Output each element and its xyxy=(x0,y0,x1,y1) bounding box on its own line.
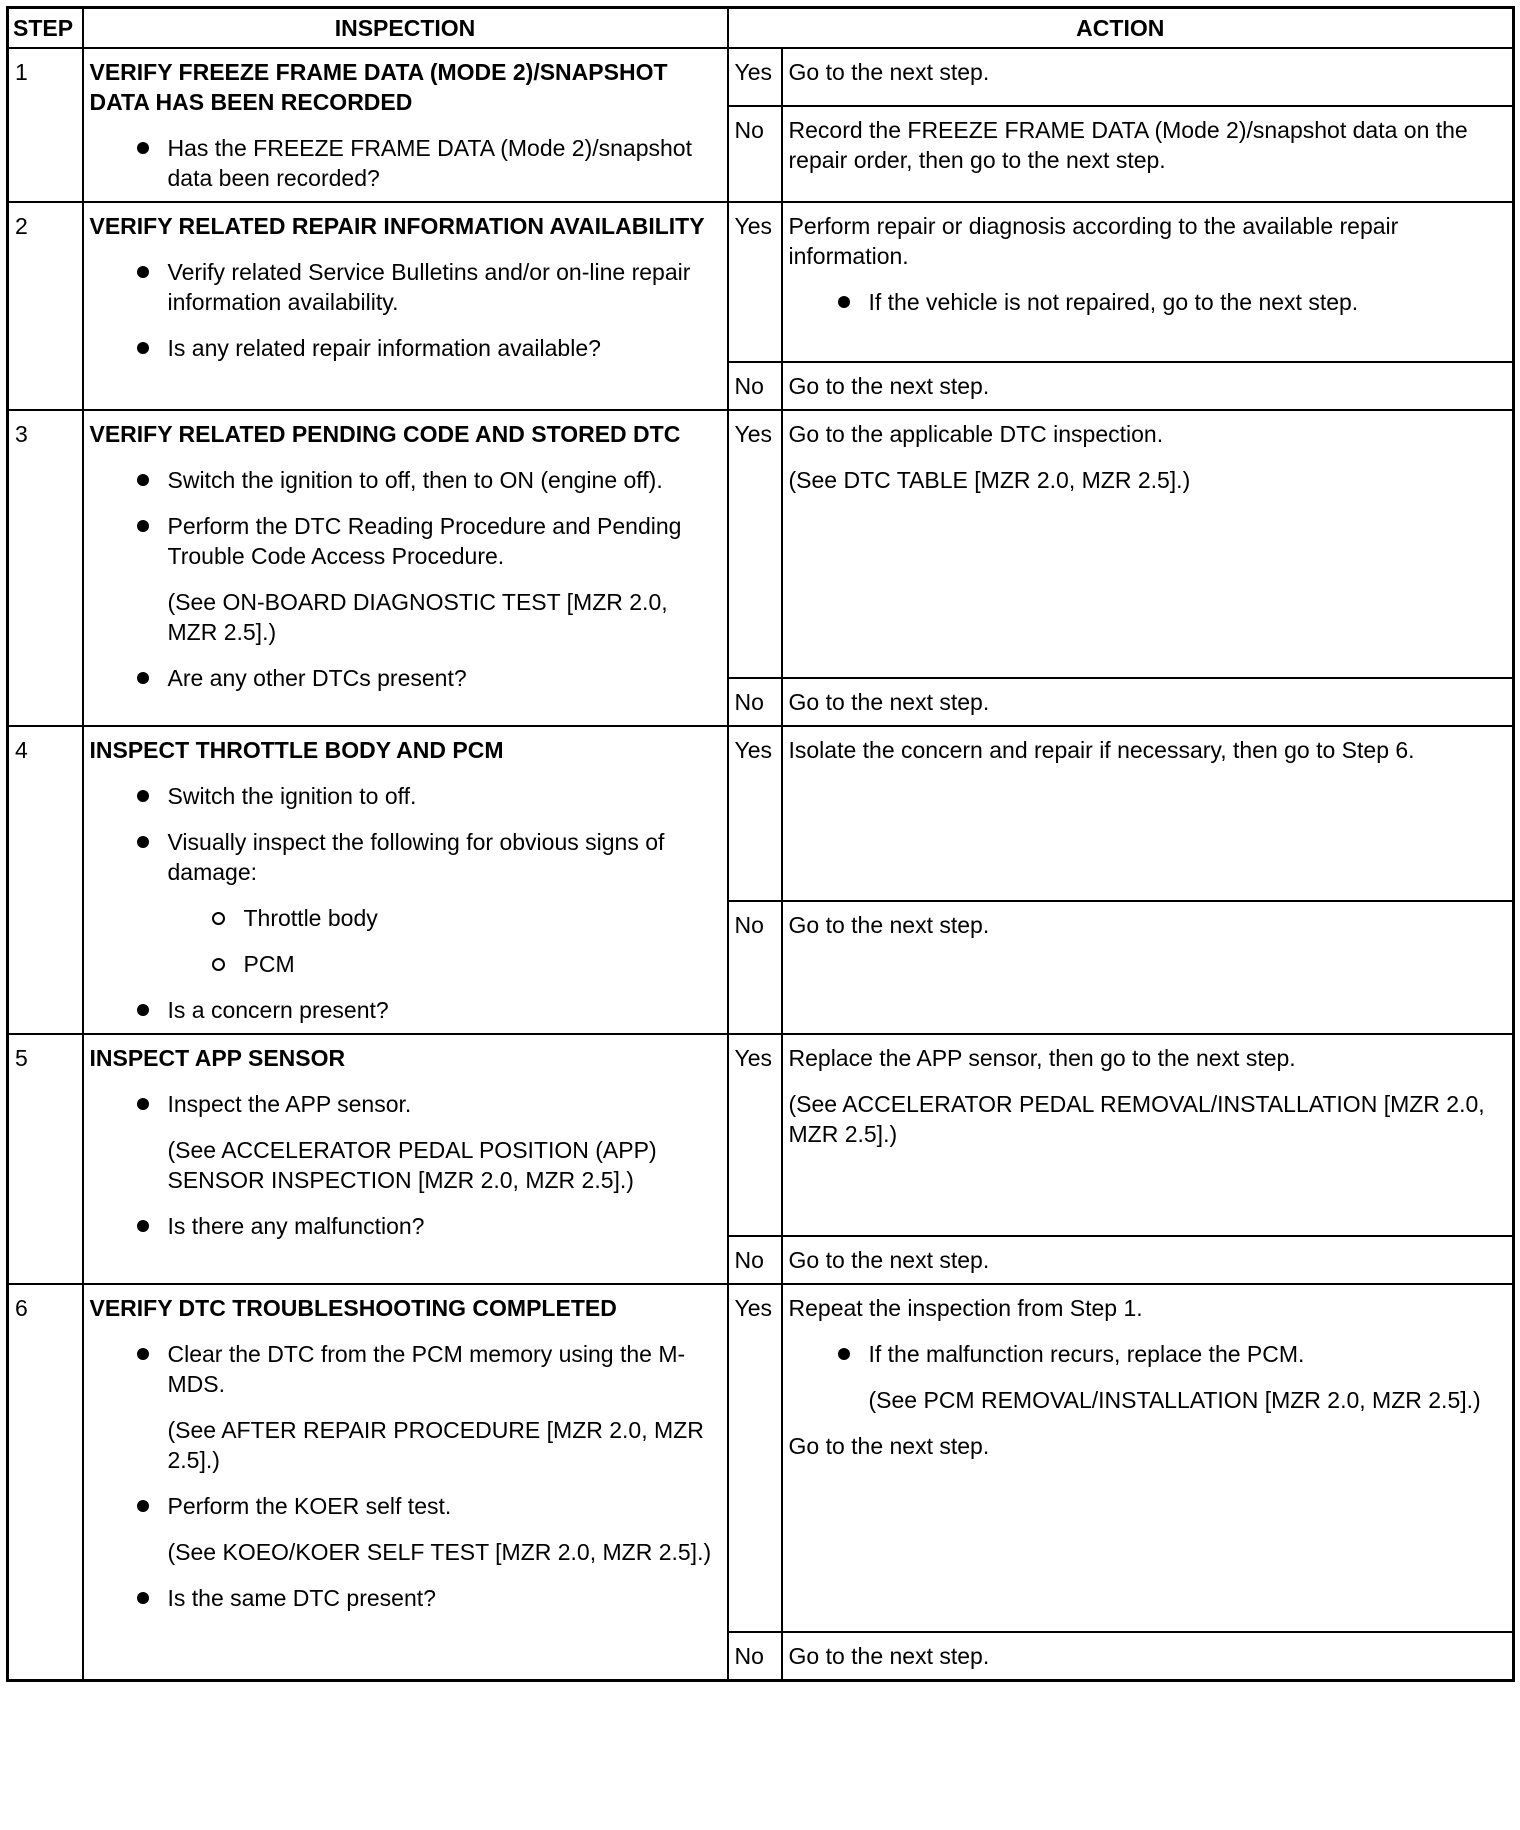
inspection-bullet: Switch the ignition to off, then to ON (engine off). xyxy=(90,465,721,495)
action-text: Go to the next step. xyxy=(788,1247,990,1273)
bullet-text: Perform the DTC Reading Procedure and Pending Trouble Code Access Procedure. xyxy=(167,513,682,569)
inspection-title: VERIFY DTC TROUBLESHOOTING COMPLETED xyxy=(89,1295,617,1321)
step-5-yes-row xyxy=(8,1034,1514,1236)
no-action xyxy=(782,362,1514,410)
sub-bullet: PCM xyxy=(168,949,721,979)
no-label: No xyxy=(728,901,782,1034)
no-action xyxy=(782,1632,1514,1681)
diagnostic-procedure xyxy=(6,6,1512,1682)
inspection-bullet: Verify related Service Bulletins and/or on-line repair information availability. xyxy=(90,257,721,317)
inspection-title: INSPECT THROTTLE BODY AND PCM xyxy=(89,737,504,763)
action-bullet xyxy=(789,1339,1507,1415)
reference-text: (See ACCELERATOR PEDAL POSITION (APP) SENSOR INSPECTION [MZR 2.0, MZR 2.5].) xyxy=(167,1137,657,1193)
no-label: No xyxy=(728,678,782,726)
step-number: 6 xyxy=(8,1284,83,1681)
action-text: Go to the next step. xyxy=(788,59,990,85)
no-action xyxy=(782,1236,1514,1284)
action-text: Go to the next step. xyxy=(788,689,990,715)
action-text: Isolate the concern and repair if necessary, then go to Step 6. xyxy=(788,737,1415,763)
bullet-text: Visually inspect the following for obvious signs of damage: xyxy=(167,829,665,885)
inspection-cell xyxy=(83,48,728,202)
yes-action xyxy=(782,48,1514,106)
bullet-text: Inspect the APP sensor. xyxy=(167,1091,412,1117)
action-bullet: If the vehicle is not repaired, go to the next step. xyxy=(789,287,1507,317)
inspection-bullet xyxy=(90,1089,721,1195)
step-4-yes-row xyxy=(8,726,1514,901)
inspection-bullet xyxy=(90,1491,721,1567)
yes-action xyxy=(782,1284,1514,1632)
bullet-text: Clear the DTC from the PCM memory using the M-MDS. xyxy=(167,1341,686,1397)
step-number: 5 xyxy=(8,1034,83,1284)
inspection-bullet xyxy=(90,827,721,979)
action-text: Go to the next step. xyxy=(788,373,990,399)
reference-text: (See ON-BOARD DIAGNOSTIC TEST [MZR 2.0, MZR 2.5].) xyxy=(167,589,668,645)
action-text: Replace the APP sensor, then go to the next step. xyxy=(788,1045,1296,1071)
inspection-bullet: Is a concern present? xyxy=(90,995,721,1025)
no-action xyxy=(782,678,1514,726)
reference-text: (See KOEO/KOER SELF TEST [MZR 2.0, MZR 2.5].) xyxy=(167,1539,712,1565)
no-label: No xyxy=(728,362,782,410)
action-text: Go to the next step. xyxy=(788,1433,990,1459)
yes-action xyxy=(782,202,1514,362)
yes-label: Yes xyxy=(728,202,782,362)
yes-action xyxy=(782,410,1514,678)
step-number: 4 xyxy=(8,726,83,1034)
yes-label: Yes xyxy=(728,410,782,678)
yes-label: Yes xyxy=(728,48,782,106)
reference-text: (See AFTER REPAIR PROCEDURE [MZR 2.0, MZR 2.5].) xyxy=(167,1417,704,1473)
step-5 xyxy=(8,1034,1514,1284)
inspection-bullet: Has the FREEZE FRAME DATA (Mode 2)/snapshot data been recorded? xyxy=(90,133,721,193)
inspection-cell xyxy=(83,1284,728,1681)
diagnostic-table xyxy=(6,6,1515,1682)
no-label: No xyxy=(728,106,782,202)
step-2-yes-row xyxy=(8,202,1514,362)
column-header-inspection: INSPECTION xyxy=(83,8,728,49)
sub-bullet: Throttle body xyxy=(168,903,721,933)
inspection-bullet: Is there any malfunction? xyxy=(90,1211,721,1241)
step-number: 2 xyxy=(8,202,83,410)
inspection-bullet: Switch the ignition to off. xyxy=(90,781,721,811)
inspection-title: VERIFY RELATED PENDING CODE AND STORED DTC xyxy=(89,421,681,447)
no-action xyxy=(782,901,1514,1034)
inspection-bullet xyxy=(90,511,721,647)
action-text: Record the FREEZE FRAME DATA (Mode 2)/snapshot data on the repair order, then go to the next step. xyxy=(788,117,1468,173)
inspection-bullet xyxy=(90,1339,721,1475)
table-header-row xyxy=(8,8,1514,49)
no-action xyxy=(782,106,1514,202)
column-header-step: STEP xyxy=(8,8,83,49)
inspection-bullet: Is any related repair information available? xyxy=(90,333,721,363)
yes-label: Yes xyxy=(728,726,782,901)
action-reference: (See DTC TABLE [MZR 2.0, MZR 2.5].) xyxy=(788,467,1191,493)
inspection-cell xyxy=(83,202,728,410)
step-number: 3 xyxy=(8,410,83,726)
yes-action xyxy=(782,1034,1514,1236)
inspection-bullet: Is the same DTC present? xyxy=(90,1583,721,1613)
action-text: Go to the next step. xyxy=(788,1643,990,1669)
action-reference: (See ACCELERATOR PEDAL REMOVAL/INSTALLATION [MZR 2.0, MZR 2.5].) xyxy=(788,1091,1485,1147)
step-2 xyxy=(8,202,1514,410)
yes-label: Yes xyxy=(728,1034,782,1236)
no-label: No xyxy=(728,1632,782,1681)
reference-text: (See PCM REMOVAL/INSTALLATION [MZR 2.0, MZR 2.5].) xyxy=(868,1387,1481,1413)
bullet-text: If the malfunction recurs, replace the PCM. xyxy=(868,1341,1305,1367)
inspection-title: VERIFY FREEZE FRAME DATA (MODE 2)/SNAPSHOT DATA HAS BEEN RECORDED xyxy=(89,59,668,115)
action-text: Go to the next step. xyxy=(788,912,990,938)
step-4 xyxy=(8,726,1514,1034)
step-3 xyxy=(8,410,1514,726)
step-1 xyxy=(8,48,1514,202)
step-6 xyxy=(8,1284,1514,1681)
step-1-yes-row xyxy=(8,48,1514,106)
bullet-text: Perform the KOER self test. xyxy=(167,1493,452,1519)
yes-action xyxy=(782,726,1514,901)
yes-label: Yes xyxy=(728,1284,782,1632)
column-header-action: ACTION xyxy=(728,8,1514,49)
inspection-title: INSPECT APP SENSOR xyxy=(89,1045,346,1071)
inspection-cell xyxy=(83,726,728,1034)
step-number: 1 xyxy=(8,48,83,202)
action-text: Perform repair or diagnosis according to the available repair information. xyxy=(788,213,1399,269)
step-3-yes-row xyxy=(8,410,1514,678)
inspection-cell xyxy=(83,410,728,726)
inspection-bullet: Are any other DTCs present? xyxy=(90,663,721,693)
inspection-title: VERIFY RELATED REPAIR INFORMATION AVAILABILITY xyxy=(89,213,705,239)
action-text: Go to the applicable DTC inspection. xyxy=(788,421,1164,447)
action-text: Repeat the inspection from Step 1. xyxy=(788,1295,1143,1321)
no-label: No xyxy=(728,1236,782,1284)
inspection-cell xyxy=(83,1034,728,1284)
step-6-yes-row xyxy=(8,1284,1514,1632)
